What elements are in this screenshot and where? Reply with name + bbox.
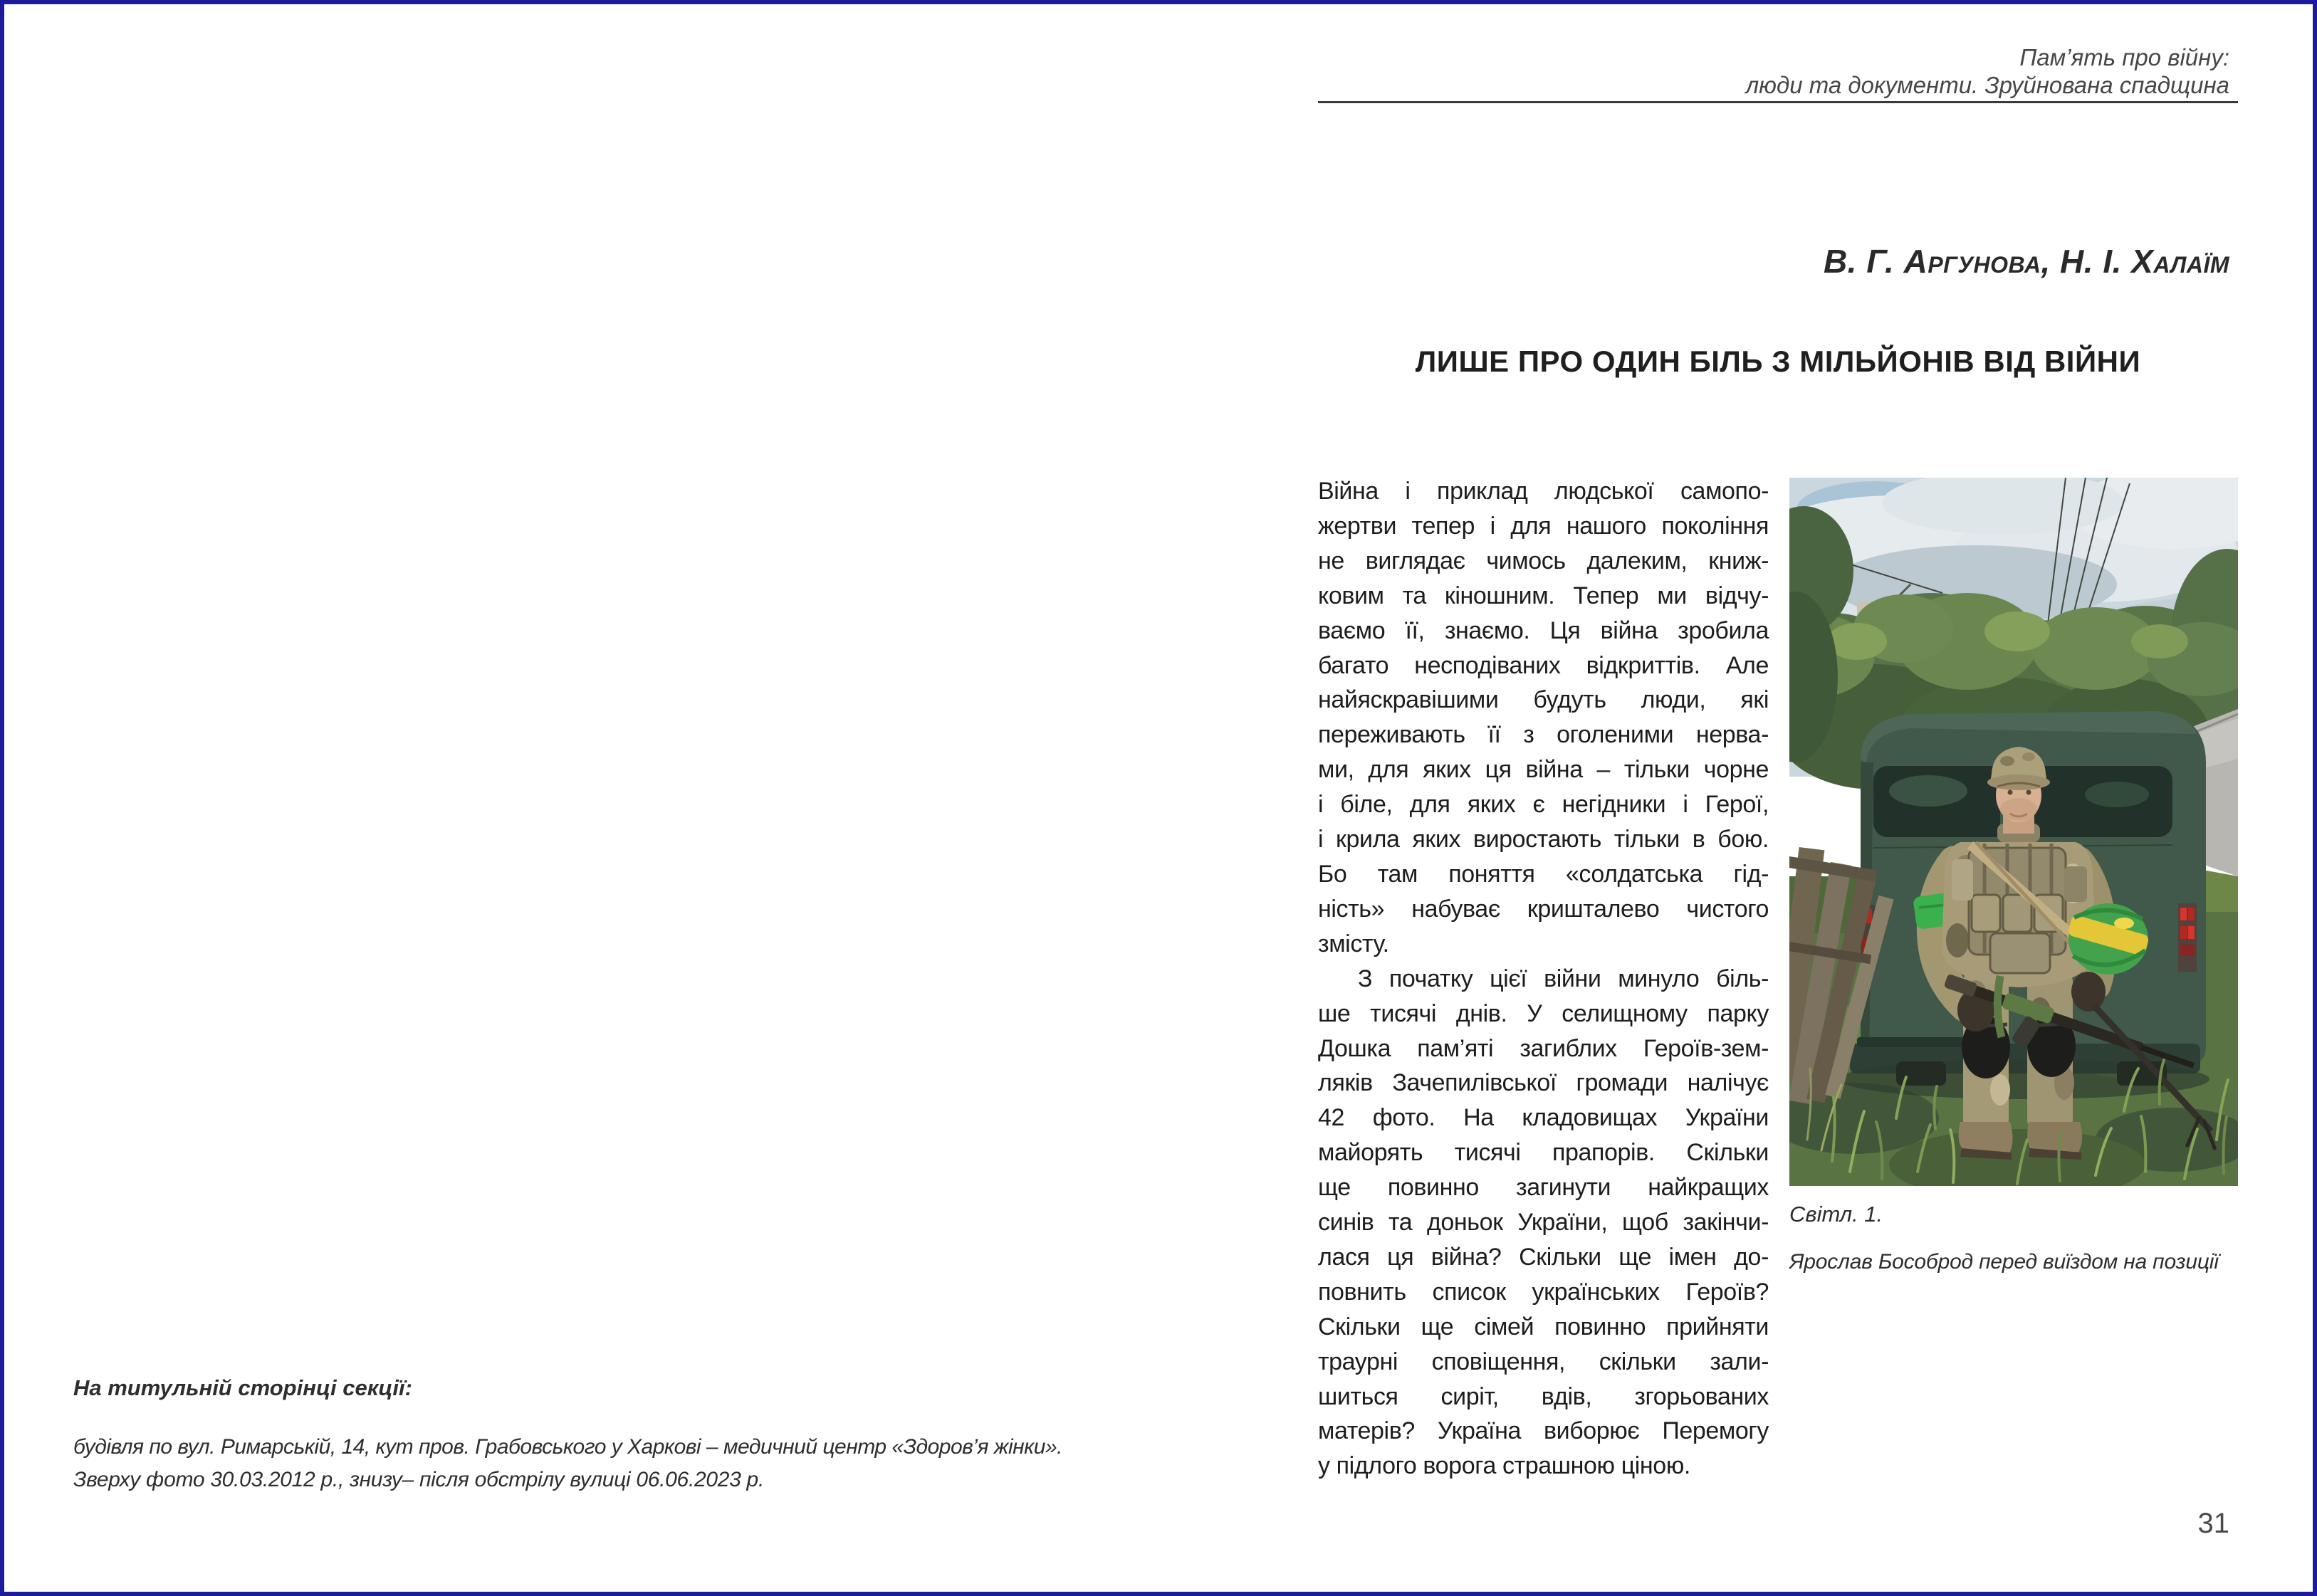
header-rule [1318,101,2238,103]
article-title: ЛИШЕ ПРО ОДИН БІЛЬ З МІЛЬЙОНІВ ВІД ВІЙНИ [1415,345,2141,378]
body-line: Війна і приклад людської самопо- [1318,478,1769,505]
body-line: повнить список українських Героїв? [1318,1278,1769,1306]
running-header [1746,43,2229,99]
body-line: багато несподіваних відкриттів. Але [1318,651,1769,679]
body-line: і біле, для яких є негідники і Герої, [1318,791,1769,819]
body-line: найяскравішими будуть люди, які [1318,686,1769,714]
body-line: 42 фото. На кладовищах України [1318,1104,1769,1132]
body-line: синів та доньок України, щоб закінчи- [1318,1209,1769,1237]
body-line: ваємо її, знаємо. Ця війна зробила [1318,616,1769,644]
body-line: переживають її з оголеними нерва- [1318,721,1769,749]
body-line: Дошка пам’яті загиблих Героїв-зем- [1318,1034,1769,1062]
article-photo [1789,478,2238,1186]
body-line: З початку цієї війни минуло біль- [1358,965,1769,992]
body-paragraph [1318,474,1769,962]
article-authors: В. Г. Аргунова, Н. І. Халаїм [1823,243,2229,280]
soldier-torso [1942,824,2096,987]
body-line: майорять тисячі прапорів. Скільки [1318,1139,1769,1167]
body-line: ність» набуває кришталево чистого [1318,895,1769,923]
body-line: у підлого ворога страшною ціною. [1318,1452,1690,1480]
left-note-heading: На титульній сторінці секції: [73,1375,412,1400]
body-line: змісту. [1318,930,1389,957]
body-paragraph [1318,962,1769,1484]
body-line: жертви тепер і для нашого покоління [1318,512,1769,540]
body-line: не виглядає чимось далеким, книж- [1318,547,1769,574]
body-line: ковим та кіношним. Тепер ми відчу- [1318,582,1769,609]
figure-label: Світл. 1. [1789,1202,1883,1227]
body-line: траурні сповіщення, скільки зали- [1318,1348,1769,1375]
running-header-line2: люди та документи. Зруйнована спадщина [1745,72,2229,98]
page-number: 31 [2197,1508,2229,1539]
right-glove [2071,972,2106,1012]
article-body [1318,474,1769,1484]
body-line: ще повинно загинути найкращих [1318,1174,1769,1202]
body-line: ми, для яких ця війна – тільки чорне [1318,756,1769,784]
body-line: шиться сиріт, вдів, згорьованих [1318,1382,1769,1410]
soldier-photo-illustration [1789,478,2238,1186]
body-line: Бо там поняття «солдатська гід- [1318,860,1769,888]
running-header-line1: Пам’ять про війну: [2019,44,2229,70]
body-line: Скільки ще сімей повинно прийняти [1318,1313,1769,1340]
body-line: ляків Зачепилівської громади налічує [1318,1069,1769,1097]
left-note-line1: будівля по вул. Римарській, 14, кут пров. Грабовського у Харкові – медичний центр «Здоров’я жінки». [73,1435,1062,1459]
left-note-line2: Зверху фото 30.03.2012 р., знизу– після обстрілу вулиці 06.06.2023 р. [73,1468,764,1491]
body-line: і крила яких виростають тільки в бою. [1318,826,1769,854]
body-line: ше тисячі днів. У селищному парку [1318,999,1769,1027]
figure-caption: Ярослав Бособрод перед виїздом на позиції [1789,1250,2219,1274]
body-line: лася ця війна? Скільки ще імен до- [1318,1243,1769,1271]
body-line: матерів? Україна виборює Перемогу [1318,1417,1769,1445]
